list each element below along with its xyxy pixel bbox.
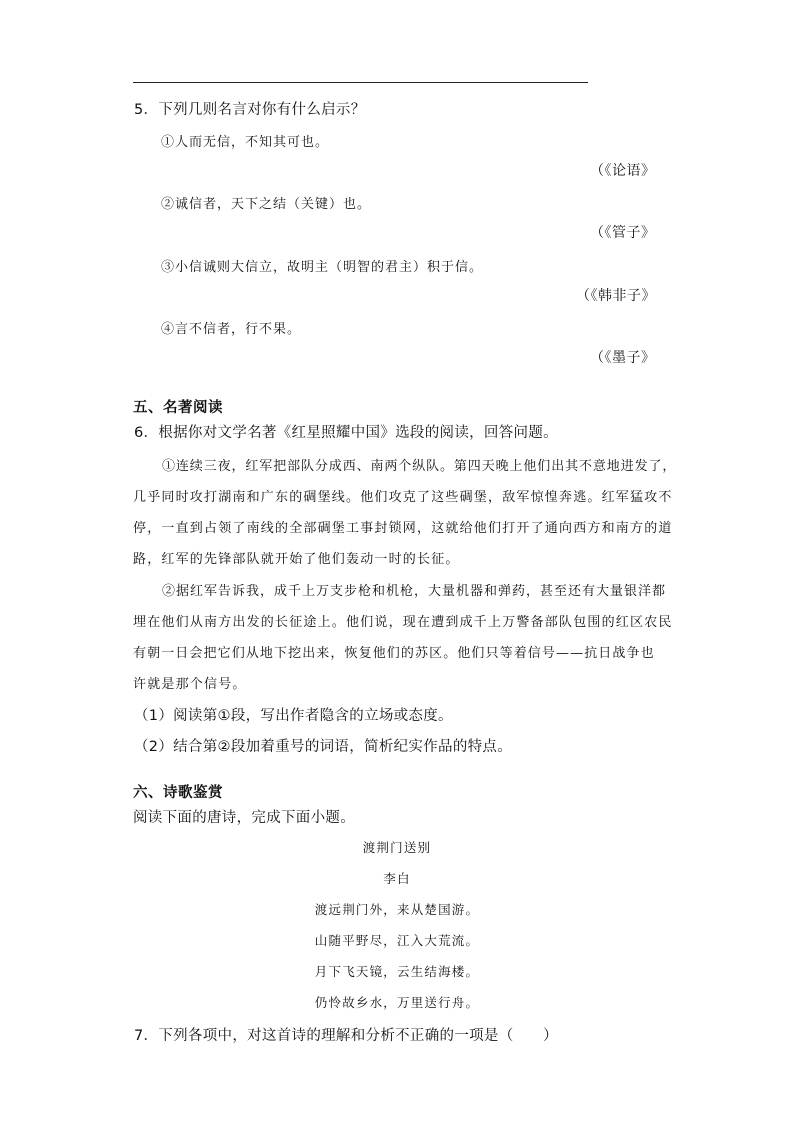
poem-line-4: 仍怜故乡水，万里送行舟。 [314, 995, 480, 1010]
sub-question-1: （1）阅读第①段，写出作者隐含的立场或态度。 [134, 708, 453, 724]
quote-4: ④言不信者，行不果。 [161, 322, 302, 337]
question-7-stem: 7．下列各项中，对这首诗的理解和分析不正确的一项是（ ） [134, 1028, 558, 1044]
poem-instruction: 阅读下面的唐诗，完成下面小题。 [133, 810, 355, 826]
poem-line-3: 月下飞天镜，云生结海楼。 [314, 964, 480, 979]
passage-paragraph-2-line-1: ②据红军告诉我，成千上万支步枪和机枪，大量机器和弹药，甚至还有大量银洋都 [162, 584, 667, 599]
question-5-stem: 5．下列几则名言对你有什么启示？ [134, 102, 366, 118]
passage-paragraph-2-line-4: 许就是那个信号。 [133, 677, 247, 692]
passage-paragraph-1-line-3: 停，一直到占领了南线的全部碉堡工事封锁网，这就给他们打开了通向西方和南方的道 [133, 521, 673, 536]
poem-title: 渡荆门送别 [362, 840, 432, 855]
top-rule [133, 82, 588, 83]
section-6-heading: 六、诗歌鉴赏 [133, 785, 223, 801]
quote-1: ①人而无信，不知其可也。 [161, 135, 330, 150]
quote-4-source: （《墨子》 [590, 350, 656, 366]
sub-question-2: （2）结合第②段加着重号的词语，简析纪实作品的特点。 [134, 739, 513, 755]
quote-3: ③小信诚则大信立，故明主（明智的君主）积于信。 [161, 260, 484, 275]
quote-1-source: （《论语》 [590, 163, 656, 179]
passage-paragraph-1-line-2: 几乎同时攻打湖南和广东的碉堡线。他们攻克了这些碉堡，敌军惊惶奔逃。红军猛攻不 [133, 490, 673, 505]
poem-line-2: 山随平野尽，江入大荒流。 [314, 933, 480, 948]
poem-author: 李白 [383, 871, 411, 886]
quote-2-source: （《管子》 [590, 225, 656, 241]
passage-paragraph-1-line-4: 路，红军的先锋部队就开始了他们轰动一时的长征。 [133, 552, 460, 567]
question-6-stem: 6．根据你对文学名著《红星照耀中国》选段的阅读，回答问题。 [134, 425, 558, 441]
passage-paragraph-2-line-3: 有朝一日会把它们从地下挖出来，恢复他们的苏区。他们只等着信号——抗日战争也 [133, 646, 655, 661]
poem-line-1: 渡远荆门外，来从楚国游。 [314, 902, 480, 917]
passage-paragraph-1-line-1: ①连续三夜，红军把部队分成西、南两个纵队。第四天晚上他们出其不意地进发了， [162, 459, 677, 474]
section-5-heading: 五、名著阅读 [133, 400, 223, 416]
quote-3-source: （《韩非子》 [576, 288, 656, 304]
quote-2: ②诚信者，天下之结（关键）也。 [161, 197, 372, 212]
passage-paragraph-2-line-2: 埋在他们从南方出发的长征途上。他们说，现在遭到成千上万警备部队包围的红区农民 [133, 615, 673, 630]
